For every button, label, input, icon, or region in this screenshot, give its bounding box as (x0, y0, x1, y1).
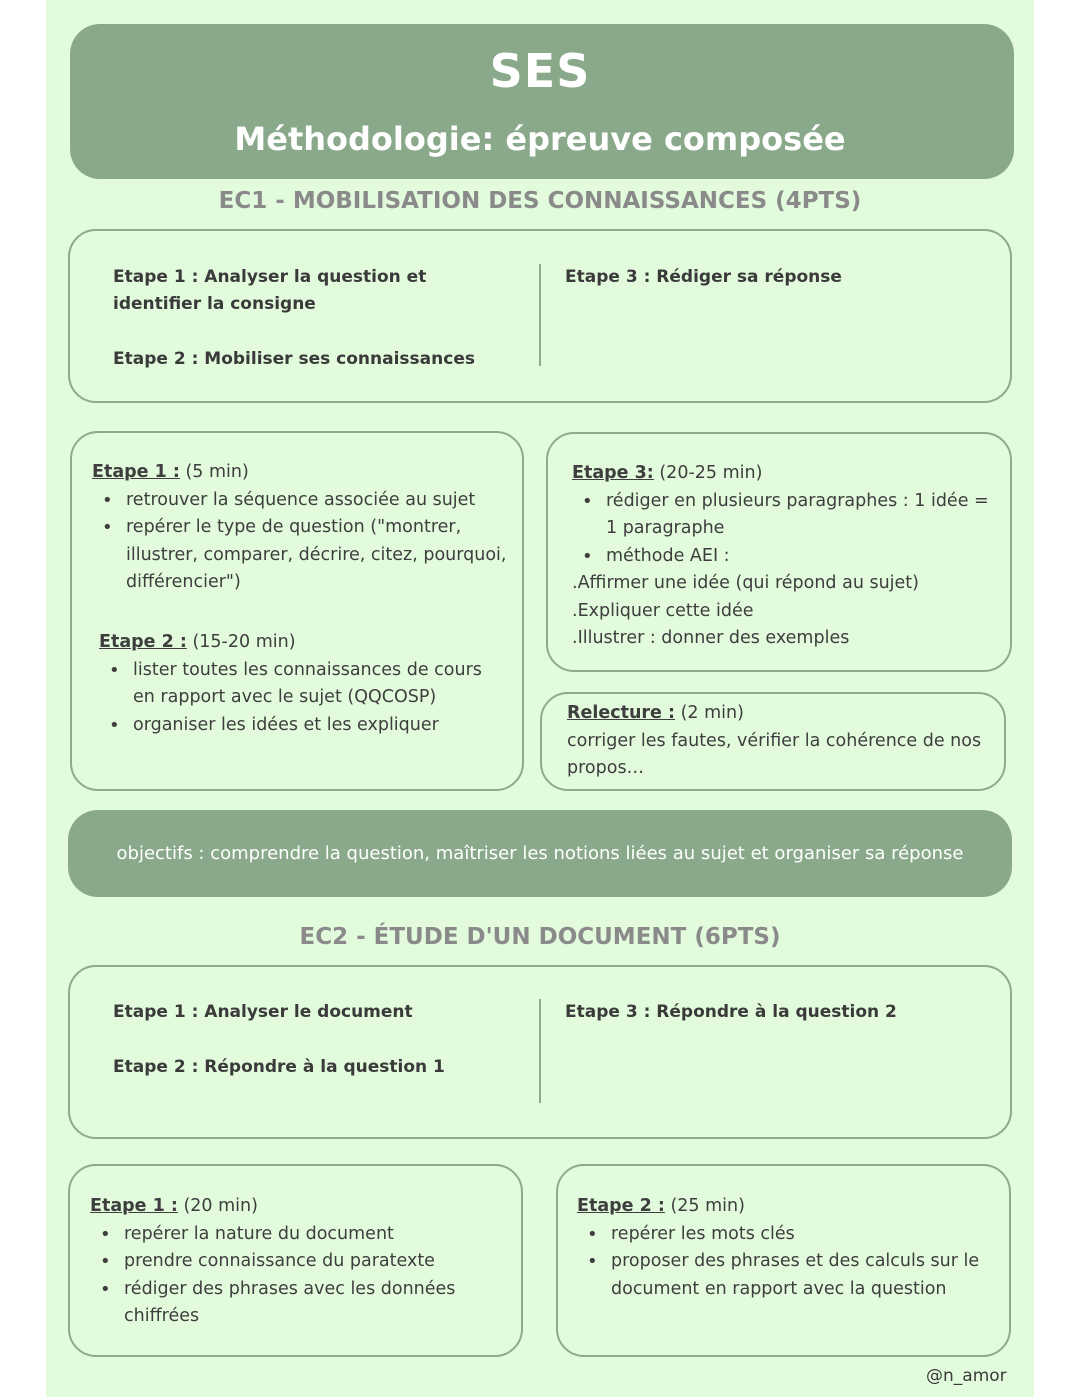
ec1-etape1-time: (5 min) (179, 462, 249, 482)
ec2-overview-step3: Etape 3 : Répondre à la question 2 (565, 1002, 897, 1022)
ec2-etape1-time: (20 min) (177, 1196, 258, 1216)
ec1-etape2-time: (15-20 min) (186, 632, 296, 652)
ec2-etape2-bullet: • repérer les mots clés (577, 1221, 987, 1249)
ec1-overview-step2: Etape 2 : Mobiliser ses connaissances (113, 349, 475, 369)
ec2-etape1-head: Etape 1 : (90, 1196, 178, 1216)
ec1-etape2 (99, 629, 499, 739)
ec2-overview-step1: Etape 1 : Analyser le document (113, 1002, 413, 1022)
ec1-objectives-banner: objectifs : comprendre la question, maîtriser les notions liées au sujet et organiser sa réponse (68, 810, 1012, 897)
ec1-etape3-time: (20-25 min) (653, 463, 763, 483)
ec1-relecture-text: corriger les fautes, vérifier la cohérence de nos propos… (567, 730, 982, 778)
ec1-etape3-bullet: • rédiger en plusieurs paragraphes : 1 idée = 1 paragraphe (572, 488, 992, 543)
ec1-etape3-head: Etape 3: (572, 463, 654, 483)
ec2-etape1-bullet: • rédiger des phrases avec les données chiffrées (90, 1276, 510, 1331)
ec1-overview-step1: Etape 1 : Analyser la question et identifier la consigne (113, 267, 427, 314)
ec2-etape1-bullet: • repérer la nature du document (90, 1221, 510, 1249)
ec2-etape2-bullet: • proposer des phrases et des calculs sur le document en rapport avec la question (577, 1248, 987, 1303)
ec1-title: EC1 - MOBILISATION DES CONNAISSANCES (4PTS) (218, 188, 862, 214)
ec1-etape1-bullet: • retrouver la séquence associée au sujet (92, 487, 512, 515)
ec1-etape1 (92, 459, 512, 597)
ec2-overview-divider (539, 999, 541, 1103)
ec1-relecture-time: (2 min) (675, 703, 744, 723)
ec2-etape2-head: Etape 2 : (577, 1196, 665, 1216)
ec2-title: EC2 - ÉTUDE D'UN DOCUMENT (6PTS) (299, 924, 781, 950)
ec1-etape3-line: .Affirmer une idée (qui répond au sujet) (572, 573, 920, 593)
ec1-etape2-bullet: • organiser les idées et les expliquer (99, 712, 499, 740)
ec1-etape1-head: Etape 1 : (92, 462, 180, 482)
ec2-etape2 (577, 1193, 987, 1303)
page-title: SES (489, 44, 591, 98)
ec2-etape1 (90, 1193, 510, 1331)
ec1-relecture-head: Relecture : (567, 703, 675, 723)
ec1-etape3-line: .Expliquer cette idée (572, 600, 754, 621)
ec2-etape1-bullet: • prendre connaissance du paratexte (90, 1248, 510, 1276)
ec2-overview-step2: Etape 2 : Répondre à la question 1 (113, 1057, 445, 1077)
ec2-etape2-time: (25 min) (664, 1196, 745, 1216)
author-credit: @n_amor (926, 1366, 1007, 1386)
ec1-etape1-bullet: • repérer le type de question ("montrer, illustrer, comparer, décrire, citez, pourquoi, différencier") (92, 514, 512, 597)
ec1-relecture (567, 700, 987, 783)
ec1-overview-divider (539, 264, 541, 366)
page-subtitle: Méthodologie: épreuve composée (234, 120, 846, 158)
ec1-etape3-bullet: • méthode AEI : (572, 543, 992, 571)
ec1-etape2-head: Etape 2 : (99, 632, 187, 652)
ec1-overview-step3: Etape 3 : Rédiger sa réponse (565, 267, 842, 287)
ec1-etape2-bullet: • lister toutes les connaissances de cours en rapport avec le sujet (QQCOSP) (99, 657, 499, 712)
ec1-etape3-line: .Illustrer : donner des exemples (572, 628, 850, 648)
ec1-etape3 (572, 460, 992, 653)
